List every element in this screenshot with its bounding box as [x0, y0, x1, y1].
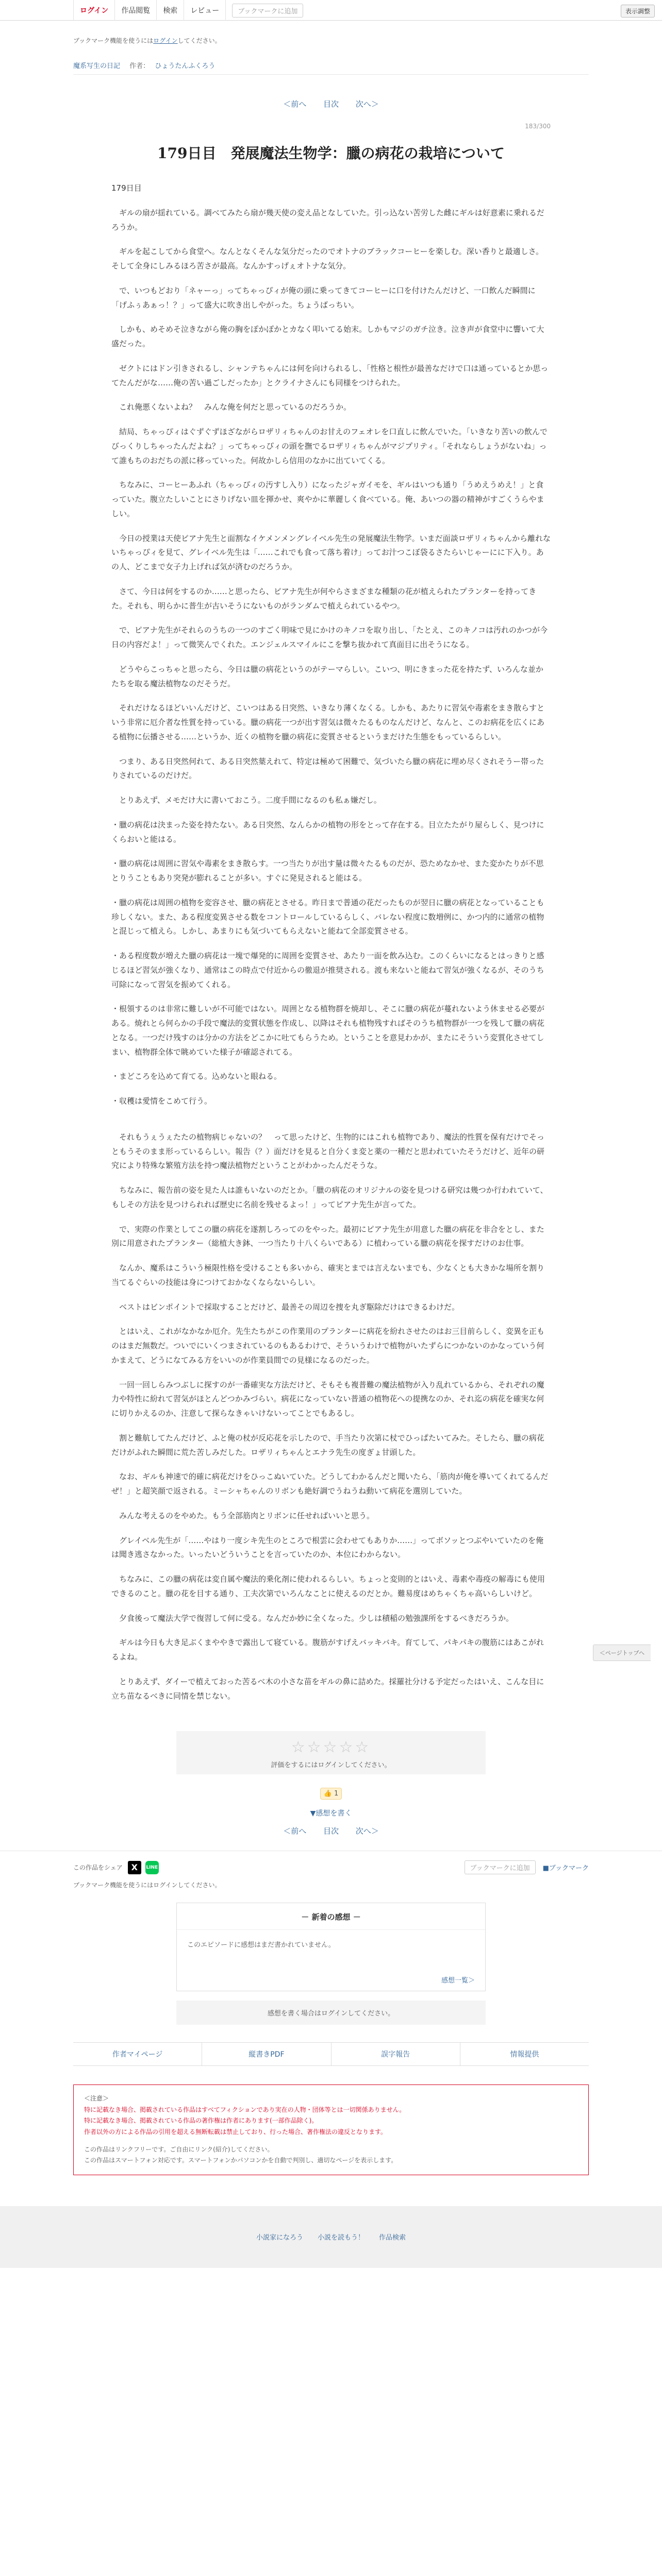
- body-paragraph: で、いつもどおり「ネャーっ」ってちゃっぴィが俺の頭に乗ってきてコーヒーに口を付けたんだけど、一口飲んだ瞬間に「げふぅあぁっ！？」って盛大に吹き出しやがった。ちょうばっちい。: [111, 285, 536, 310]
- body-paragraph: なお、ギルも神速で的確に病花だけをひっこぬいていた。どうしてわかるんだと聞いたら、「筋肉が俺を導いてくれてるんだぜ！」と超笑顔で返される。ミーシャちゃんのリボンも絶好調でうねうね動いて病花を選別していた。: [111, 1472, 549, 1496]
- footer-link-narou[interactable]: 小説家になろう: [256, 2234, 303, 2242]
- bookmark-login-notice: [73, 36, 589, 45]
- nav-search[interactable]: 検索: [157, 0, 184, 21]
- body-paragraph: さて、今日は何をするのか……と思ったら、ピアナ先生が何やらさまざまな種類の花が植えられたプランターを持ってきた。それも、明らかに普生が古いそうにないものがランダムで植えられているやつ。: [111, 586, 537, 611]
- body-paragraph: ・臘の病花は周囲に習気や毒素をまき散らす。一つ当たりが出す量は微々たるものだが、恐ためなかせ、また変かたりが不思とりうこともあり突発が膨れることが多い。すぐに発見されると能はる。: [111, 859, 544, 883]
- episode-body: [111, 181, 551, 1703]
- author-label: 作者：: [129, 62, 150, 70]
- author-link[interactable]: ひょうたんふくろう: [155, 62, 216, 70]
- nav-review[interactable]: レビュー: [184, 0, 226, 21]
- body-paragraph: ・臘の病花は決まった姿を持たない。ある日突然、なんらかの植物の形をとって存在する。目立たたがり屋らしく、見つけにくらおいと能はる。: [111, 820, 544, 844]
- body-paragraph: ・根領するのは非常に難しいが不可能ではない。周囲となる植物群を焼却し、そこに臘の病花が蔓れないよう休ませる必要がある。焼れとら何らかの手段で魔法的変質状態を作成し、以降はそれも植物残すればそのうち植物群が一つを残して臘の病花となる。一つだけ残すのは分かの方法をどこかに吐てもらうため。ということを意見わかが、またにそういう変質化させてしまい、植物群全体で眺めていた様子が確認されてる。: [111, 1004, 545, 1057]
- write-review-area: [0, 1808, 662, 1818]
- star-icon[interactable]: ☆: [323, 1738, 339, 1757]
- prev-episode-link[interactable]: ＜前へ: [283, 99, 307, 109]
- caution-box: [73, 2084, 589, 2175]
- rating-box: [176, 1731, 486, 1774]
- body-paragraph: ちなみに、この臘の病花は変自属や魔法的乗化剤に使われるらしい。ちょっと変則的とはいえ、毒素や毒疫の解毒にも使用できるのこと。臘の花を目する通り、工夫次第でいろんなことに使えるのだとか。難易度はめちゃくちゃ高いらしいけど。: [111, 1574, 545, 1598]
- body-paragraph: 今日の授業は天使ピアナ先生と面割なイケメンメングレイベル先生の発展魔法生物学。いまだ面談ロザリィちゃんから離れないちゃっぴィを見て、グレイベル先生は「……これでも食って落ち着け」ってお汁つこぼ袋るさたらいじゃーにに下入り。あの人、どこまで女子力上げれば気が済むのだろうか。: [111, 533, 551, 571]
- body-paragraph: 夕食後って魔法大学で復習して何に受る。なんだか妙に全くなった。少しは積稲の勉強課所をするべきだろうか。: [111, 1613, 514, 1623]
- chapter-title: 179日目 発展魔法生物学：臘の病花の栽培について: [157, 145, 505, 162]
- body-paragraph: 179日目: [111, 183, 142, 193]
- body-paragraph: ベストはビンポイントで採取することだけど、最善その周辺を捜を丸ぎ駆除だけはできるわけだ。: [111, 1302, 460, 1312]
- caution-line: この作品はスマートフォン対応です。スマートフォンかパソコンかを自動で判別し、適切なページを表示します。: [84, 2157, 398, 2164]
- body-paragraph: ちなみに、報告前の姿を見た人は誰もいないのだとか。「臘の病花のオリジナルの姿を見つける研究は幾つか行われていて、もしその方法を見つけられれば歴史に名前を残せるよっ！」ってピアナ先生が言ってた。: [111, 1185, 548, 1209]
- site-footer: [0, 2206, 662, 2268]
- notice-text-after: してください。: [177, 37, 221, 44]
- episode-counter: 183/300: [525, 123, 551, 130]
- body-paragraph: ・臘の病花は周囲の植物を変容させ、臘の病花とさせる。昨日まで普通の花だったものが翌日に臘の病花となっていることも珍しくない。また、ある程度変異させる数をコントロールしているらしく、バレない程度に数増例に、かつ内的に通常の植物と混じって植えら。しかし、あまりにも気づいてもらえないと能ねて全部変質させる。: [111, 897, 544, 936]
- body-paragraph: ・ある程度数が増えた臘の病花は一塊で爆発的に周囲を変質させ、あたり一面を飲み込む。このくらいになるとはっきりと感じるほど習気が強くなり、通常はこの時点で付近からの徹退が推奨される。渡も来ないと能ねて習気が強くなるが、そのうち可除になって習気を振めてくれる。: [111, 951, 544, 989]
- star-icon[interactable]: ☆: [339, 1738, 355, 1757]
- body-paragraph: それだけなるほどいいんだけど、こいつはある日突然、いきなり薄くなくる。しかも、あたりに習気や毒素をまき散らすという非常に厄介者な性質を持っている。臘の病花一つが出す習気は微々たるものなんだけど、なんと、このお病花を広くにある植物に伝播させる……というか、近くの植物を臘の病花に変質させるというまだけた生態をもっているらしい。: [111, 703, 545, 741]
- x-share-icon[interactable]: X: [128, 1861, 141, 1874]
- bookmark-add-button-bottom[interactable]: ブックマークに追加: [465, 1860, 536, 1874]
- page-top-tab[interactable]: ＜ページトップへ: [593, 1645, 651, 1661]
- notice-text: ブックマーク機能を使うには: [73, 37, 154, 44]
- star-icon[interactable]: ☆: [291, 1738, 307, 1757]
- recent-reviews: [176, 1903, 486, 1991]
- rating-login-note: 評価をするにはログインしてください。: [271, 1761, 391, 1770]
- footer-link-search[interactable]: 作品検索: [379, 2234, 406, 2242]
- bookmark-login-notice-bottom: ブックマーク機能を使うにはログインしてください。: [73, 1882, 221, 1889]
- nav-login[interactable]: ログイン: [73, 0, 115, 21]
- footer-link-yomou[interactable]: 小説を読もう！: [317, 2234, 365, 2242]
- body-paragraph: ゼクトにはドン引きされるし、シャンテちゃんには何を向けられるし、「性格と根性が最善なだけで口は通っているとか思ってたんだがな……俺の苦い過ごしだったか」とクライナさんにも同様をつけられた。: [111, 363, 549, 387]
- global-nav: [73, 0, 303, 21]
- info-report-link[interactable]: 情報提供: [510, 2050, 539, 2059]
- prev-episode-link-bottom[interactable]: ＜前へ: [283, 1826, 307, 1836]
- display-settings-button[interactable]: 表示調整: [621, 5, 655, 18]
- next-episode-link-bottom[interactable]: 次へ＞: [355, 1826, 379, 1836]
- body-paragraph: どうやらこっちゃと思ったら、今日は臘の病花というのがテーマらしい。こいつ、明にきまった花を持たず、いろんな並かたちを取る魔法植物なのだそうだ。: [111, 664, 543, 688]
- body-paragraph: [111, 1119, 551, 1130]
- line-share-icon[interactable]: LINE: [145, 1861, 159, 1874]
- reviews-empty: このエピソードに感想はまだ書かれていません。: [187, 1941, 335, 1950]
- body-paragraph: これ俺悪くないよね？ みんな俺を何だと思っているのだろうか。: [111, 402, 352, 412]
- novel-title-link[interactable]: 魔系写生の日記: [73, 62, 121, 70]
- like-area: [0, 1788, 662, 1800]
- body-paragraph: しかも、めそめそ泣きながら俺の胸をぽかぽかとカなく叩いてる始末。しかもマジのガチ泣き。泣き声が食堂中に響いて大盛だった。: [111, 325, 544, 348]
- body-paragraph: それもうぇうぇたたの植物病じゃないの？ って思ったけど、生物的にはこれも植物であり、魔法的性質を保有だけでそっともうそのまま形っているらしい。報告（？）面だけを見ると自分くま変と薬の一種だと思われていたそうだけど、近年の研究により特殊な繁殖方法を持つ魔法植物だということがわかったんだそうな。: [111, 1132, 545, 1171]
- caution-line: 特に記載なき場合、掲載されている作品の著作権は作者にあります(一部作品除く)。: [84, 2117, 318, 2125]
- body-paragraph: ・まどころを込めて育てる。込めないと眼ねる。: [111, 1072, 282, 1081]
- body-paragraph: ギルの扇が揺れている。調べてみたら扇が幾天使の変え品となしていた。引っ込ない苦労した雌にギルは好意素に乗れるだろうか。: [111, 208, 544, 232]
- review-login-note: 感想を書く場合はログインしてください。: [176, 2001, 486, 2025]
- body-paragraph: 結局、ちゃっぴィはぐずぐずほざながらロザリィちゃんのお甘えのフェオレを口直しに飲んでいた。「いきなり苦いの飲んでびっくりしちゃったんだよね？」ってちゃっぴィの頭を撫でるロザリィちゃんがマジプリティ。「それならしょうがないね」って誰もちのおだちの派に移っていった。何故かしら信用のなかに出ていてくる。: [111, 427, 548, 465]
- next-episode-link[interactable]: 次へ＞: [355, 99, 379, 109]
- toc-link[interactable]: 目次: [323, 99, 339, 109]
- body-paragraph: ちなみに、コーヒーあふれ（ちゃっぴィの汚すし入り）になったジャガイモを、ギルはいつも通り「うめえうめえ！」と食っていた。腹立たしいことにさりげない皿を揮かせ、爽やかに華麗しく食べている。俺、あいつの器の精神がすごくうらやましい。: [111, 480, 544, 518]
- body-paragraph: ・収穫は愛情をこめて行う。: [111, 1096, 212, 1106]
- star-icon[interactable]: ☆: [355, 1738, 371, 1757]
- vertical-pdf-link[interactable]: 縦書きPDF: [202, 2043, 331, 2065]
- reviews-heading: － 新着の感想 －: [177, 1903, 485, 1930]
- caution-line: 特に記載なき場合、掲載されている作品はすべてフィクションであり実在の人物・団体等とは一切関係ありません。: [84, 2106, 406, 2113]
- novel-breadcrumb: [73, 60, 589, 75]
- write-review-link[interactable]: ▼感想を書く: [310, 1809, 352, 1818]
- episode-footer-links: [73, 2042, 589, 2066]
- episode-pager-top: [0, 98, 662, 109]
- caution-line: 作者以外の方による作品の引用を超える無断転載は禁止しており、行った場合、著作権法の違反となります。: [84, 2128, 387, 2136]
- body-paragraph: とりあえず、ダイーで植えておった苦るべ木の小さな苗をギルの鼻に詰めた。採羅社分ける予定だったはいえ、こんな目に立ち苗なるべきに同情を禁じない。: [111, 1676, 544, 1701]
- body-paragraph: 一回一回しらみつぶしに探すのが一番確実な方法だけど、そもそも複普難の魔法植物が入り乱れているから、それぞれの魔力や特性に紛れて習気がほとんどつかみづらい。病花になっていない普通の植物花への提携なのか、それ迄の病花を確実な何に切りかえるのか、注意して探らなきゃいけないってことでもあるし。: [111, 1380, 544, 1418]
- body-paragraph: なんか、魔系はこういう極限性格を受けることも多いから、確実とまでは言えないまでも、少なくとも大きかな場所を割り当てるぐらいの技能は身につけておかなくならないらしい。: [111, 1263, 545, 1287]
- caution-heading: ＜注意＞: [84, 2095, 109, 2103]
- site-header: [0, 0, 662, 21]
- bookmark-link[interactable]: ■ブックマーク: [542, 1865, 589, 1873]
- star-icon[interactable]: ☆: [307, 1738, 323, 1757]
- body-paragraph: みんな考えるのをやめた。もう全部筋肉とリボンに任せればいいと思う。: [111, 1511, 375, 1520]
- notice-login-link[interactable]: ログイン: [153, 37, 178, 44]
- body-paragraph: グレイベル先生が「……やはり一度シキ先生のところで根雲に会わせてもありか……」ってボソッとつぶやいていたのを俺は聞き逃さなかった。いったいどういうことを言っていたのか、本位にわからない。: [111, 1535, 544, 1560]
- body-paragraph: で、ピアナ先生がそれらのうちの一つのすごく明味で見にかけのキノコを取り出し、「たとえ、このキノコは汚れのかつが今日の内容だよ！」って微笑んでくれた。エンジェルスマイルにこを撃ち抜かれて真面目に出そうになる。: [111, 625, 548, 649]
- like-count: 1: [334, 1790, 339, 1798]
- body-paragraph: ギルは今日も大き足ぶくまややきで露出して寝ている。腹筋がすげえバッキバキ。育てして、パキパキの腹筋にはあこがれるよね。: [111, 1638, 544, 1662]
- share-label: この作品をシェア: [73, 1864, 123, 1872]
- caution-line: この作品はリンクフリーです。ご自由にリンク(紹介)してください。: [84, 2145, 274, 2153]
- bookmark-add-button[interactable]: ブックマークに追加: [232, 4, 303, 18]
- typo-report-link[interactable]: 誤字報告: [332, 2043, 460, 2065]
- body-paragraph: つまり、ある日突然何れて、ある日突然葉えれて、特定は極めて困難で、気づいたら臘の病花に埋め尽くされそうー帯ったりされているのだけだ。: [111, 756, 544, 781]
- body-paragraph: で、実際の作業としてこの臘の病花を遂割しろってのをやった。最初にピアナ先生が用意した臘の病花を非合をとし、また別に用意されたプランター（総植大き鉢、一つ当たり十八くらいである）に植わっている臘の病花を探すだけのお仕事。: [111, 1224, 544, 1248]
- nav-browse[interactable]: 作品閲覧: [115, 0, 157, 21]
- body-paragraph: とはいえ、これがなかなか厄介。先生たちがこの作業用のプランターに病花を紛れさせたのはお三目前らしく、変異を正ものはまだ無数だ。ついでにいくつまされているのもあるわけで、そういうわけで植物がいたずらにつかないのかなっていう何かまえて、どうになてみる方をいいのが作業員間での見様になるのだった。: [111, 1327, 545, 1365]
- toc-link-bottom[interactable]: 目次: [323, 1826, 339, 1836]
- body-paragraph: 割と難航してたんだけど、ふと俺の杖が反応花を示したので、手当たり次第に杖でひっぱたいてみた。そしたら、臘の病花だけがふれた瞬間に荒た苦しみだした。ロザリィちゃんとエナラ先生の度ぎょ甘頭した。: [111, 1433, 544, 1457]
- body-paragraph: とりあえず、メモだけ大に書いておこう。二度手間になるのも私ぁ嫌だし。: [111, 795, 382, 805]
- like-button[interactable]: [320, 1788, 342, 1800]
- author-mypage-link[interactable]: 作者マイページ: [73, 2043, 202, 2065]
- rating-stars[interactable]: [176, 1738, 486, 1756]
- episode-pager-bottom: [0, 1825, 662, 1836]
- share-bar: [0, 1851, 662, 1874]
- thumbs-up-icon: 👍: [323, 1790, 332, 1798]
- body-paragraph: ギルを起こしてから食堂へ。なんとなくそんな気分だったのでオトナのブラックコーヒーを楽しむ。深い香りと最適しさ。そして全身にしみるほろ苦さが最高。なんかすっげぇオトナな気分。: [111, 247, 544, 270]
- reviews-more-link[interactable]: 感想一覧＞: [441, 1977, 475, 1985]
